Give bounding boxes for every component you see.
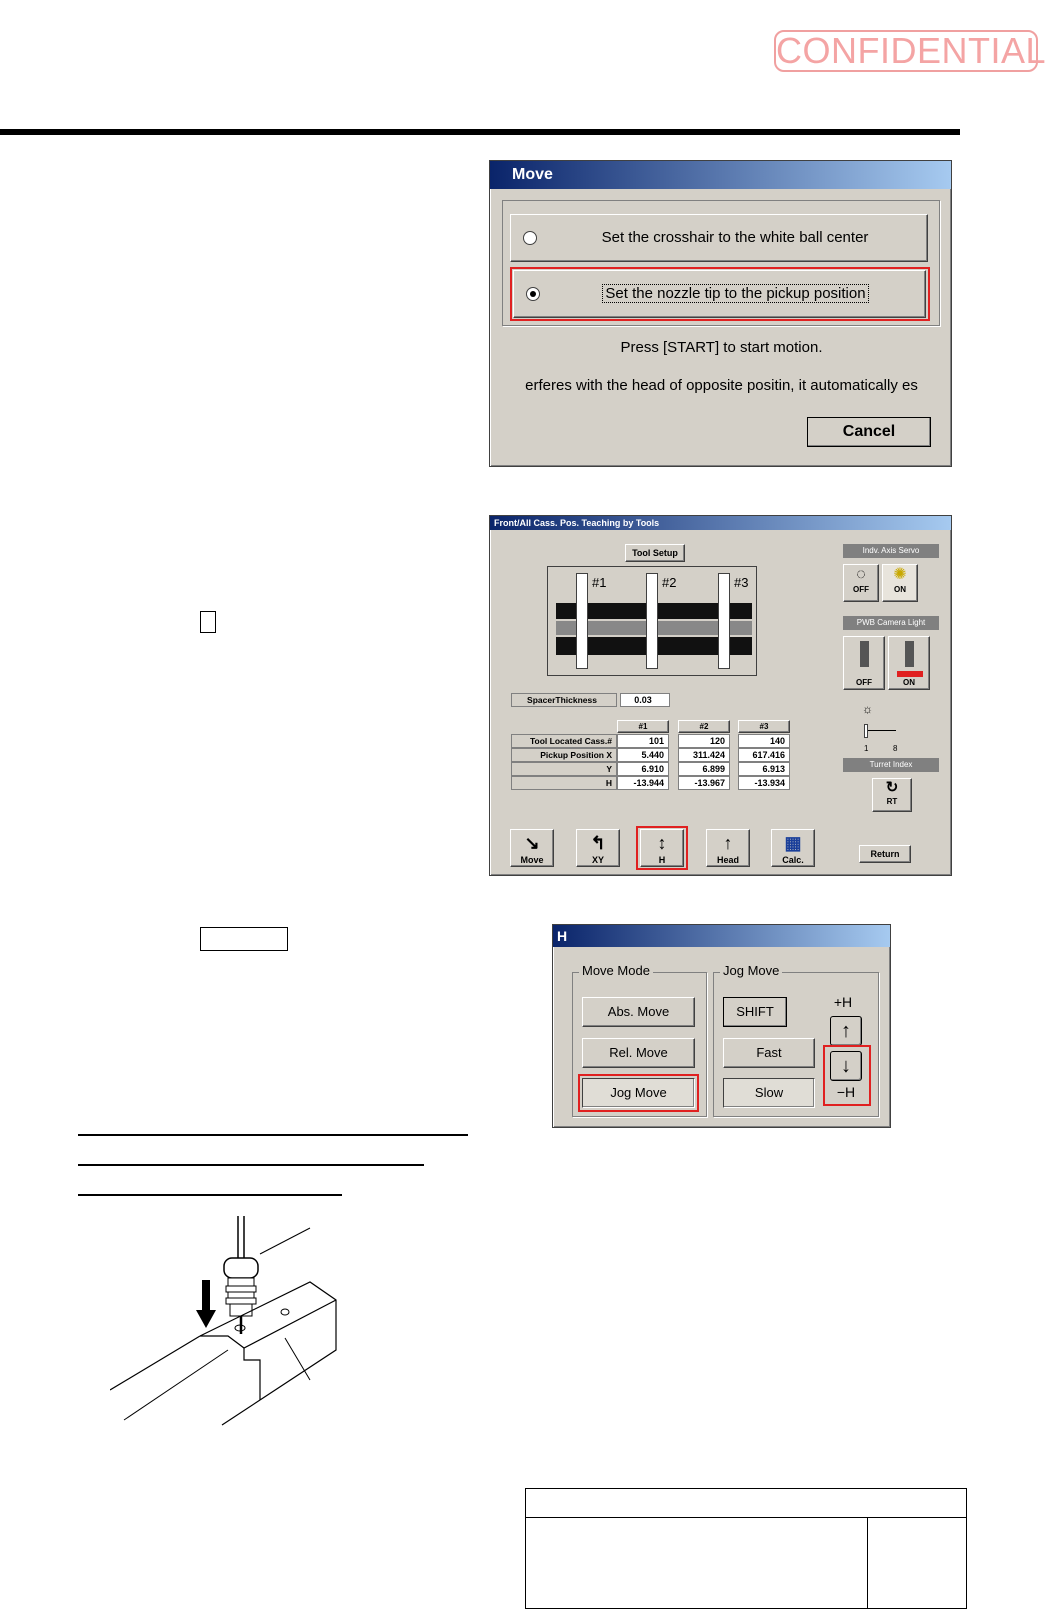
updown-arrow-icon: ↕ — [657, 833, 667, 853]
head-tool-button[interactable] — [706, 829, 750, 867]
underline-1 — [78, 1134, 468, 1136]
servo-on-label: ON — [894, 585, 906, 594]
head-1-shaft — [576, 573, 588, 669]
brightness-slider-thumb[interactable] — [864, 724, 868, 738]
confidential-stamp: CONFIDENTIAL — [776, 30, 1046, 71]
spacer-thickness-label: SpacerThickness — [511, 693, 617, 707]
cancel-button[interactable]: Cancel — [807, 417, 931, 447]
light-off-icon — [860, 641, 869, 667]
servo-label: Indv. Axis Servo — [843, 544, 939, 558]
slider-min-label: 1 — [864, 744, 869, 753]
option-crosshair-label: Set the crosshair to the white ball center — [601, 229, 869, 246]
move-tool-label: Move — [520, 855, 544, 865]
calc-tool-label: Calc. — [782, 855, 804, 865]
head-tool-label: Head — [716, 855, 739, 865]
h-tool-label: H — [658, 855, 666, 865]
servo-off-button[interactable] — [843, 564, 879, 602]
key-marker-box — [200, 927, 288, 951]
servo-on-button[interactable] — [882, 564, 918, 602]
head-2-shaft — [646, 573, 658, 669]
radio-selected-icon — [526, 287, 540, 301]
cell-x-3[interactable]: 617.416 — [738, 748, 790, 762]
head-2-label: #2 — [662, 575, 677, 590]
move-mode-label: Move Mode — [579, 963, 653, 978]
slider-max-label: 8 — [893, 744, 898, 753]
brightness-slider-track — [868, 730, 896, 731]
bulb-on-icon: ✺ — [893, 566, 907, 583]
rotate-icon: ↻ — [885, 779, 899, 796]
cell-cass-2[interactable]: 120 — [678, 734, 730, 748]
calc-tool-button[interactable] — [771, 829, 815, 867]
h-tool-button[interactable] — [640, 829, 684, 867]
row-cass-label: Tool Located Cass.# — [511, 734, 617, 748]
shift-button[interactable]: SHIFT — [723, 997, 787, 1027]
plus-h-label: +H — [833, 994, 853, 1010]
return-button[interactable]: Return — [859, 845, 911, 863]
servo-off-label: OFF — [853, 585, 869, 594]
calculator-icon: ▦ — [784, 833, 802, 853]
bottom-info-table — [525, 1488, 967, 1609]
move-tool-button[interactable] — [510, 829, 554, 867]
camera-on-button[interactable] — [888, 636, 930, 690]
nozzle-pickup-illustration — [110, 1210, 350, 1440]
head-3-shaft — [718, 573, 730, 669]
underline-3 — [78, 1194, 342, 1196]
light-on-icon — [905, 641, 914, 667]
jog-up-button[interactable] — [830, 1016, 862, 1046]
row-y-label: Y — [511, 762, 617, 776]
cell-cass-1[interactable]: 101 — [617, 734, 669, 748]
cell-y-3[interactable]: 6.913 — [738, 762, 790, 776]
cell-h-1[interactable]: -13.944 — [617, 776, 669, 790]
up-arrow-icon: ↑ — [841, 1020, 851, 1042]
radio-icon — [523, 231, 537, 245]
brightness-icon: ☼ — [862, 702, 873, 716]
table-divider — [526, 1517, 966, 1518]
tool-setup-button[interactable]: Tool Setup — [625, 544, 685, 562]
slow-button[interactable]: Slow — [723, 1078, 815, 1108]
camera-on-label: ON — [903, 678, 915, 687]
inline-marker-box — [200, 611, 216, 633]
col-head-3: #3 — [738, 720, 790, 733]
move-dialog — [489, 160, 952, 467]
cell-x-2[interactable]: 311.424 — [678, 748, 730, 762]
move-diagonal-icon: ↘ — [524, 833, 540, 853]
row-x-label: Pickup Position X — [511, 748, 617, 762]
table-column-divider — [867, 1517, 868, 1609]
cell-y-2[interactable]: 6.899 — [678, 762, 730, 776]
light-glow-icon — [897, 671, 923, 677]
camera-off-label: OFF — [856, 678, 872, 687]
spacer-thickness-value[interactable]: 0.03 — [620, 693, 670, 707]
head-1-label: #1 — [592, 575, 607, 590]
turret-index-label: Turret Index — [843, 758, 939, 772]
bulb-off-icon: ◌ — [856, 566, 866, 583]
xy-tool-label: XY — [591, 855, 604, 865]
cell-x-1[interactable]: 5.440 — [617, 748, 669, 762]
teaching-window — [489, 515, 952, 876]
move-dialog-title: Move — [490, 161, 951, 189]
head-3-label: #3 — [734, 575, 749, 590]
cell-y-1[interactable]: 6.910 — [617, 762, 669, 776]
start-message: Press [START] to start motion. — [620, 339, 823, 356]
jog-move-group-label: Jog Move — [720, 963, 782, 978]
xy-tool-button[interactable] — [576, 829, 620, 867]
col-head-2: #2 — [678, 720, 730, 733]
head-schematic — [547, 566, 757, 676]
h-window — [552, 924, 891, 1128]
cell-cass-3[interactable]: 140 — [738, 734, 790, 748]
cell-h-3[interactable]: -13.934 — [738, 776, 790, 790]
option-nozzle-tip-label: Set the nozzle tip to the pickup position — [602, 284, 868, 303]
down-arrow-icon: ↓ — [841, 1055, 851, 1077]
camera-light-label: PWB Camera Light — [843, 616, 939, 630]
xy-arrows-icon: ↰ — [590, 833, 606, 853]
underline-2 — [78, 1164, 424, 1166]
interfere-message: erferes with the head of opposite positin, it automatically es — [525, 377, 918, 394]
jog-down-button[interactable] — [830, 1051, 862, 1081]
cell-h-2[interactable]: -13.967 — [678, 776, 730, 790]
camera-off-button[interactable] — [843, 636, 885, 690]
up-arrow-icon: ↑ — [723, 833, 733, 853]
jog-move-button[interactable]: Jog Move — [582, 1078, 695, 1108]
rel-move-button[interactable]: Rel. Move — [582, 1038, 695, 1068]
option-crosshair[interactable] — [510, 214, 928, 262]
abs-move-button[interactable]: Abs. Move — [582, 997, 695, 1027]
minus-h-label: −H — [836, 1084, 856, 1100]
turret-rt-button[interactable] — [872, 778, 912, 812]
col-head-1: #1 — [617, 720, 669, 733]
h-window-title: H — [553, 925, 890, 947]
option-nozzle-tip[interactable] — [513, 270, 926, 318]
fast-button[interactable]: Fast — [723, 1038, 815, 1068]
teaching-window-title: Front/All Cass. Pos. Teaching by Tools — [490, 516, 951, 530]
row-h-label: H — [511, 776, 617, 790]
header-rule — [0, 129, 960, 135]
turret-rt-label: RT — [886, 797, 898, 806]
